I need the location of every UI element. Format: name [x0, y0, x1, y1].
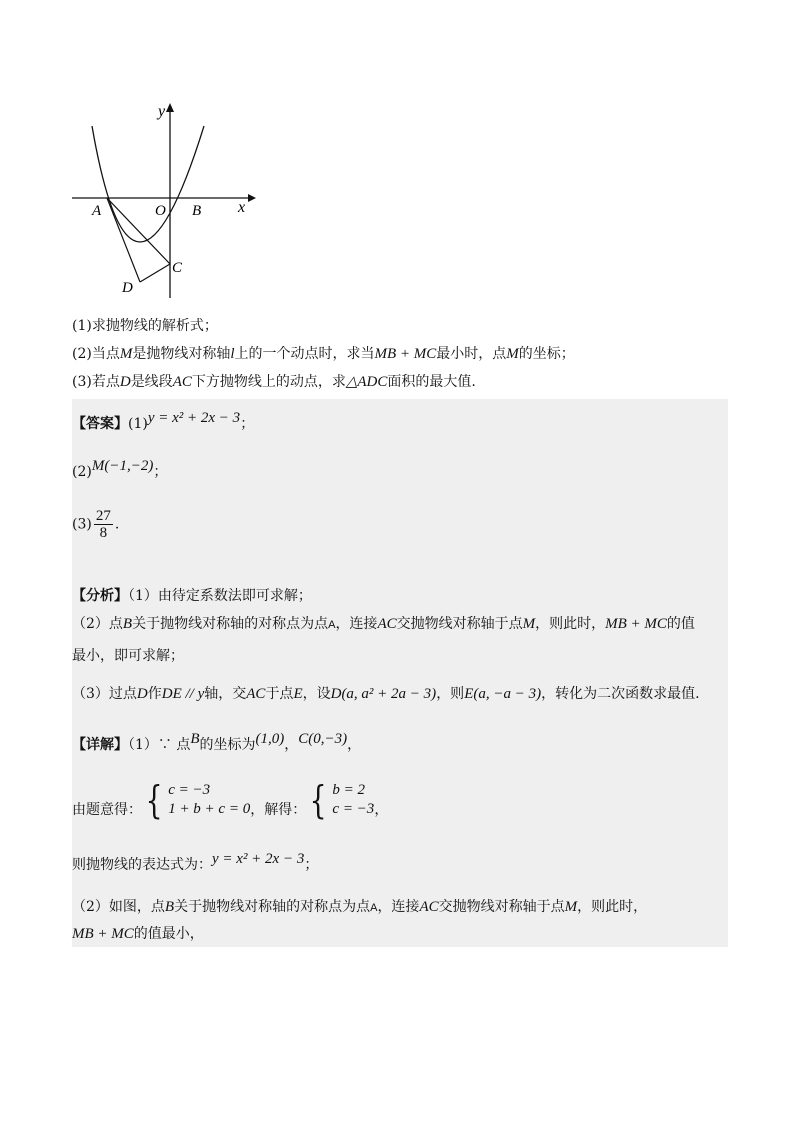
- segment-dc: [140, 264, 170, 282]
- segment-ad: [107, 198, 140, 282]
- point-o-label: O: [155, 203, 166, 219]
- detail-line-3: 则抛物线的表达式为：y = x² + 2x − 3；: [72, 851, 319, 873]
- answer-line-2: (2)M(−1,−2)；: [72, 458, 168, 480]
- analysis-line-2: （2）点B关于抛物线对称轴的对称点为点A，连接AC交抛物线对称轴于点M，则此时，MB + MC的值: [72, 616, 695, 632]
- detail-line-1: 【详解】（1）∵ 点B的坐标为(1,0)，C(0,−3)，: [72, 731, 362, 753]
- detail-line-5: MB + MC的值最小，: [72, 926, 204, 942]
- analysis-label-line: 【分析】（1）由待定系数法即可求解；: [72, 588, 312, 604]
- point-c-label: C: [172, 260, 183, 276]
- answer-line-3: (3) $\frac{27}{8}$ .: [72, 508, 120, 541]
- point-a-label: A: [92, 203, 102, 219]
- question-2: (2)当点M是抛物线对称轴l上的一个动点时，求当MB + MC最小时，点M的坐标；: [72, 346, 575, 362]
- analysis-line-3: 最小，即可求解；: [72, 648, 184, 664]
- point-b-label: B: [192, 203, 202, 219]
- x-axis-label: x: [238, 199, 246, 216]
- detail-line-2: 由题意得： { c = −3 1 + b + c = 0 ，解得： { b = 2 c = −3 ，: [72, 778, 389, 822]
- question-1: (1)求抛物线的解析式；: [72, 318, 218, 334]
- analysis-line-4: （3）过点D作DE // y轴，交AC于点E，设D(a, a² + 2a − 3)，则E(a, −a − 3)，转化为二次函数求最值.: [72, 686, 700, 702]
- answer-line-1: 【答案】(1)y = x² + 2x − 3；: [72, 410, 255, 432]
- equation-system: { c = −3 1 + b + c = 0: [145, 778, 251, 822]
- question-3: (3)若点D是线段AC下方抛物线上的动点，求△ADC面积的最大值.: [72, 374, 476, 390]
- parabola-curve: [92, 126, 204, 242]
- parabola-figure: [62, 96, 262, 306]
- y-axis-arrow: [166, 103, 174, 112]
- solution-system: { b = 2 c = −3: [309, 778, 375, 822]
- detail-line-4: （2）如图，点B关于抛物线对称轴的对称点为点A，连接AC交抛物线对称轴于点M，则此时，: [72, 899, 648, 915]
- y-axis-label: y: [158, 103, 166, 120]
- point-d-label: D: [122, 280, 133, 296]
- x-axis-arrow: [248, 194, 256, 202]
- fraction-27-8: $\frac{27}{8}$: [95, 508, 111, 541]
